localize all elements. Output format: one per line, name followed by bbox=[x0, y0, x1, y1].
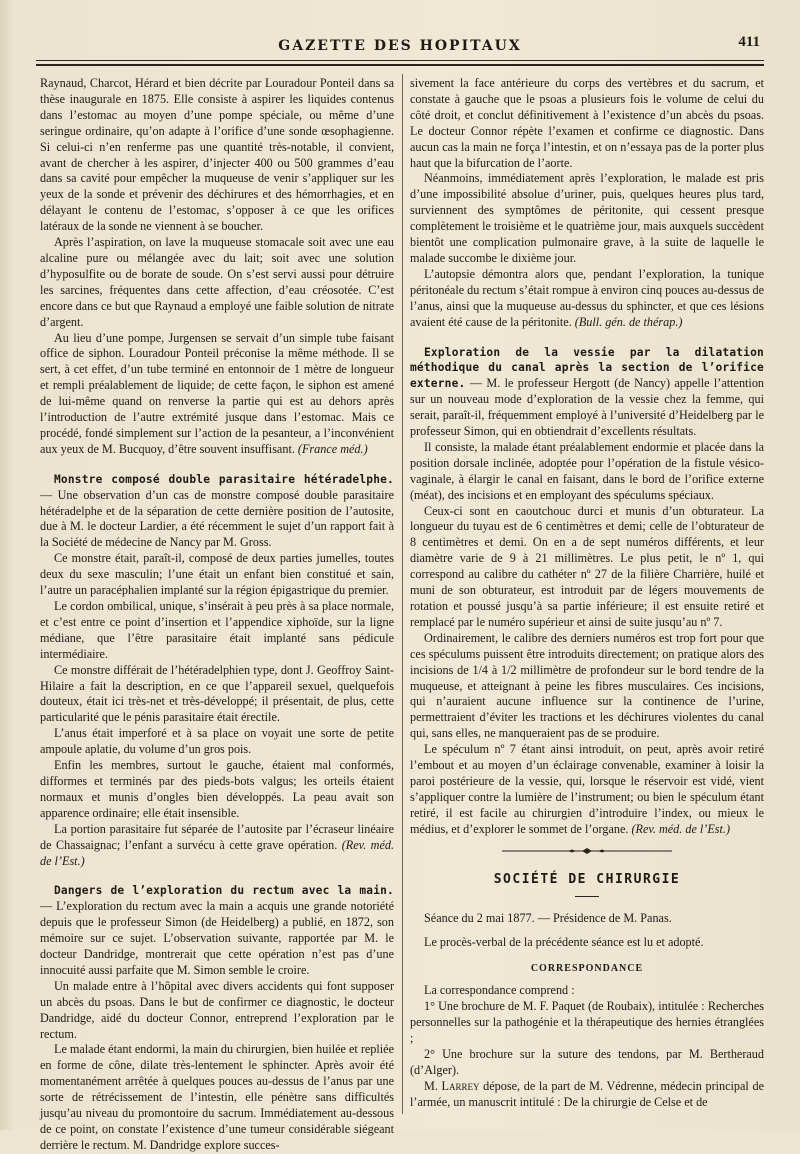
paragraph: 2° Une brochure sur la suture des tendons, par M. Bertheraud (d’Alger). bbox=[410, 1046, 764, 1077]
paragraph: La correspondance comprend : bbox=[424, 983, 575, 998]
speaker-name: M. Larrey bbox=[424, 1078, 480, 1093]
paragraph: Il consiste, la malade étant préalablement endormie et placée dans la position dorsale inclinée, adoptée pour l’opération de la fistule vésico-vaginale, à élargir le canal en faisant, dans le bord de l’orifice externe (méat), des incisions et en employant des spéculums spéciaux. bbox=[410, 439, 764, 502]
paragraph: Ce monstre différait de l’hétéradelphien type, dont J. Geoffroy Saint-Hilaire a fait la description, en ce que l’appareil sexuel, quelquefois douteux, était ici très-net et très-développé; il présentait, de plus, cette particularité que le pénis parasitaire était érectile. bbox=[40, 662, 394, 725]
paragraph bbox=[40, 822, 394, 870]
paragraph-text: — L’exploration du rectum avec la main a acquis une grande notoriété depuis que le professeur Simon (de Heidelberg) a publié, en 1872, son mémoire sur ce sujet. L’observation suivante, rapportée par M. le docteur Dandridge, montrerait que cette opération n’est pas d’une innocuité aussi parfaite que M. Simon semble le croire. bbox=[40, 899, 394, 977]
right-column bbox=[410, 76, 764, 1110]
source-citation: (France méd.) bbox=[297, 441, 368, 456]
paragraph: Raynaud, Charcot, Hérard et bien décrite par Louradour Ponteil dans sa thèse inaugurale en 1875. Elle consiste à aspirer les liquides contenus dans l’estomac au moyen d’une pompe spéciale, ou même d’une seringue ordinaire, qu’on adapte à l’orifice d’une sonde œsophagienne. Si celui-ci n’en renferme pas une quantité très-notable, il convient, avant de chercher à les aspirer, d’injecter 400 ou 500 grammes d’eau dans sa cavité pour empêcher la muqueuse de venir s’appliquer sur les yeux de la sonde et prévenir des déchirures et des hémorrhagies, et en délayant le contenu de l’estomac, s’opposer à ce que les orifices latéraux de la sonde ne viennent à se boucher. bbox=[40, 76, 394, 234]
short-rule bbox=[575, 896, 599, 897]
paragraph-text: Le spéculum nº 7 étant ainsi introduit, on peut, après avoir retiré l’embout et au moyen d’un éclairage convenable, examiner à loisir la paroi postérieure de la vessie, qui, lorsque le réservoir est vidé, vient s’appliquer contre la lumière de l’instrument; ou bien le spéculum étant retiré, il est facile au chirurgien d’introduire l’index, ou mieux le médius, et d’explorer le sommet de l’organe. bbox=[410, 742, 764, 836]
paragraph-text: — M. le professeur Hergott (de Nancy) appelle l’attention sur un nouveau mode d’exploration de la vessie chez la femme, qui serait, paraît-il, fréquemment employé à l’université d’Heidelberg par le professeur Simon, qui en obtiendrait d’excellents résultats. bbox=[410, 376, 765, 439]
paragraph: 1° Une brochure de M. F. Paquet (de Roubaix), intitulée : Recherches personnelles sur la pathogénie et la thérapeutique des hernies étranglées ; bbox=[410, 999, 764, 1045]
paragraph: Ordinairement, le calibre des derniers numéros est trop fort pour que ces spéculums puissent être introduits directement; on pratique alors des incisions de 1/4 à 1/2 millimètre de profondeur sur le bord tendre de la muqueuse, et atteignant à peine les fibres musculaires. Ces incisions, qui n’auraient aucune influence sur la continence de l’urine, permettraient d’éviter les tractions et les déchirures violentes du canal qui, sans elles, ne manqueraient pas de se produire. bbox=[410, 630, 764, 741]
paragraph: Après l’aspiration, on lave la muqueuse stomacale soit avec une eau alcaline pure ou mélangée avec du lait; soit avec une solution d’hyposulfite ou de borate de soude. On s’est servi aussi pour détruire les sarcines, fréquentes dans cette affection, d’eau créosotée. C’est encore dans ce but que Raynaud a employé une faible solution de nitrate d’argent. bbox=[40, 235, 394, 329]
paragraph: Ce monstre était, paraît-il, composé de deux parties jumelles, toutes deux du sexe masculin; l’une était un enfant bien constitué et sain, l’autre un paracéphalien implanté sur la région épigastrique du premier. bbox=[40, 551, 394, 598]
source-citation: (Rev. méd. de l’Est.) bbox=[631, 821, 731, 836]
header-rule bbox=[36, 60, 764, 61]
paragraph: Le cordon ombilical, unique, s’insérait à peu près à sa place normale, et c’est entre ce point d’insertion et l’appendice xiphoïde, sur la ligne médiane, que l’être parasitaire était implanté sans pédicule intermédiaire. bbox=[40, 599, 394, 661]
section-vessie bbox=[410, 345, 764, 440]
page-number: 411 bbox=[738, 34, 760, 50]
section-title: Monstre composé double parasitaire hétéradelphe. bbox=[54, 472, 394, 486]
source-citation: (Rev. méd. de l’Est.) bbox=[40, 837, 394, 868]
minutes-line: Le procès-verbal de la précédente séance est lu et adopté. bbox=[424, 935, 704, 950]
journal-title: GAZETTE DES HOPITAUX bbox=[278, 38, 522, 54]
left-column bbox=[40, 76, 394, 1154]
source-citation: (Bull. gén. de thérap.) bbox=[574, 314, 683, 329]
paragraph: Enfin les membres, surtout le gauche, étaient mal conformés, difformes et terminés par des pieds-bots valgus; les orteils étaient normaux et munis d’ongles bien développés. La peau avait son apparence ordinaire; elle était insensible. bbox=[40, 758, 394, 820]
paragraph: Un malade entre à l’hôpital avec divers accidents qui font supposer un abcès du psoas. Dans le but de confirmer ce diagnostic, le docteur Dandridge, aidé du docteur Connor, entreprend l’exploration par le rectum. bbox=[40, 978, 394, 1041]
correspondence-heading: CORRESPONDANCE bbox=[530, 963, 644, 975]
section-monstre bbox=[40, 472, 394, 552]
separator-ornament bbox=[502, 848, 672, 854]
paragraph: sivement la face antérieure du corps des vertèbres et du sacrum, et constate à gauche que le psoas a plusieurs fois le volume de celui du côté droit, et conclut définitivement à l’existence d’un abcès du psoas. Le docteur Connor répète l’examen et confirme ce diagnostic. Dans aucun cas la main ne força l’intestin, et on n’essaya pas de la porter plus haut que la bifurcation de l’aorte. bbox=[410, 76, 764, 170]
paragraph bbox=[40, 331, 394, 458]
paragraph-text: — Une observation d’un cas de monstre composé double parasitaire hétéradelphe et de la séparation de cette dernière position de l’autosite, due à M. le docteur Lardier, a été récemment le sujet d’un rapport fait à la Société de médecine de Nancy par M. Gross. bbox=[40, 487, 394, 550]
paragraph-text: L’autopsie démontra alors que, pendant l’exploration, la tunique péritonéale du rectum s’était rompue à environ cinq pouces au-dessus de l’anus, ainsi que la muqueuse au-dessus du sphincter, et que ces lésions avaient été cause de la péritonite. bbox=[410, 266, 764, 329]
column-divider bbox=[402, 74, 403, 1114]
society-title: SOCIÉTÉ DE CHIRURGIE bbox=[493, 871, 681, 887]
paragraph: Le malade étant endormi, la main du chirurgien, bien huilée et repliée en forme de cône, dilate très-lentement le sphincter. Après avoir été momentanément arrêtée à quelques pouces au-dessus de l’anus par une sorte de rétrécissement de l’intestin, elle pénètre sans difficultés jusqu’au niveau du promontoire du sacrum. Immédiatement au-dessous de ce point, on constate l’existence d’une tumeur considérable siégeant derrière le rectum. M. Dandridge explore succes- bbox=[40, 1042, 394, 1152]
session-line: Séance du 2 mai 1877. — Présidence de M. Panas. bbox=[424, 910, 672, 925]
paragraph bbox=[410, 742, 764, 837]
paragraph bbox=[410, 1079, 764, 1111]
paragraph-text: La portion parasitaire fut séparée de l’autosite par l’écraseur linéaire de Chassaignac; l’enfant a survécu à cette grave opération. bbox=[40, 821, 394, 852]
paragraph: L’anus était imperforé et à sa place on voyait une sorte de petite ampoule aplatie, du volume d’un gros pois. bbox=[40, 726, 394, 757]
page-header bbox=[36, 34, 764, 60]
header-rule-thick bbox=[36, 64, 764, 66]
section-rectum bbox=[40, 883, 394, 978]
section-title: Dangers de l’exploration du rectum avec la main. bbox=[54, 884, 394, 898]
paragraph: Ceux-ci sont en caoutchouc durci et munis d’un obturateur. La longueur du tuyau est de 6 centimètres et demi; celle de l’obturateur de 8 centimètres et demi. On en a de sept numéros différents, et leur diamètre varie de 9 à 21 millimètres. Le plus petit, le nº 1, qui correspond au calibre du cathéter nº 27 de la filière Charrière, huilé et muni de son obturateur, est introduit par de légers mouvements de rotation et poussé jusqu’à sa partie inférieure; il est ensuite retiré et remplacé par le numéro supérieur et ainsi de suite jusqu’au nº 7. bbox=[410, 503, 764, 629]
paragraph: Néanmoins, immédiatement après l’exploration, le malade est pris d’une impossibilité absolue d’uriner, puis, quelques heures plus tard, surviennent des symptômes de péritonite, qui cessent presque complètement le troisième et le quatrième jour, mais auxquels succèdent bientôt une complication pulmonaire grave, à la suite de laquelle le malade succombe le dixième jour. bbox=[410, 171, 764, 265]
paragraph-text: dépose, de la part de M. Védrenne, médecin principal de l’armée, un manuscrit intitulé : De la chirurgie de Celse et de bbox=[410, 1078, 764, 1109]
paragraph bbox=[410, 267, 764, 331]
section-title: Exploration de la vessie par la dilatation méthodique du canal après la section de l’orifice externe. bbox=[410, 345, 764, 391]
paragraph-text: Au lieu d’une pompe, Jurgensen se servait d’un simple tube faisant office de siphon. Louradour Ponteil préconise la même méthode. Il se sert, à cet effet, d’un tube terminé en entonnoir de 1 mètre de longueur et rempli préalablement de liquide; de cette façon, le siphon est amené de lui-même quand on renverse la partie qui est au dehors après l’introduction de l’autre extrémité jusque dans l’estomac. Mais ce procédé, fondé simplement sur l’action de la pesanteur, a l’inconvénient aux yeux de M. Bucquoy, d’être souvent insuffisant. bbox=[40, 330, 394, 456]
